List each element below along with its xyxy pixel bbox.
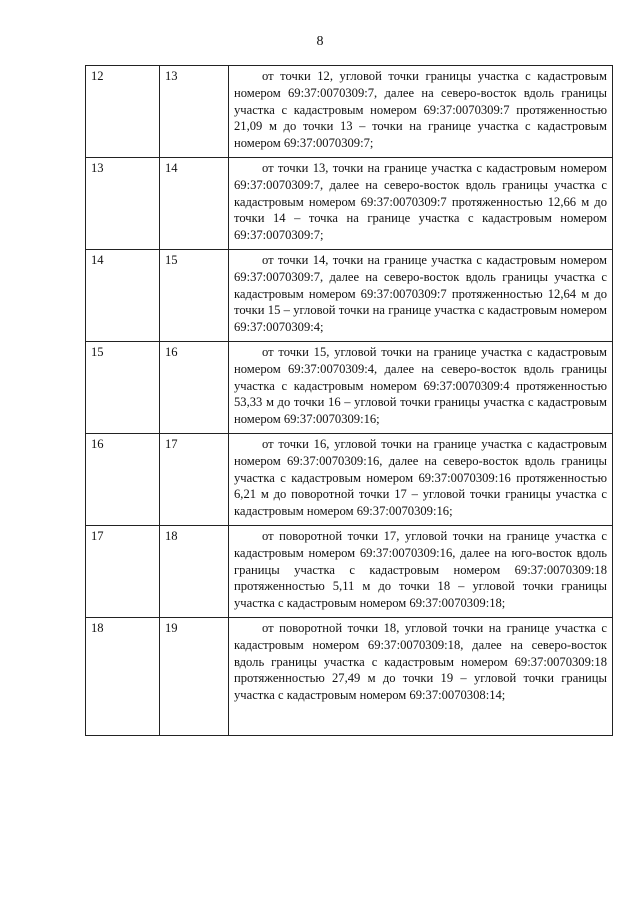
to-point-cell: 19 — [160, 617, 229, 735]
to-point-cell: 13 — [160, 66, 229, 158]
description-cell: от точки 12, угловой точки границы участка с кадастровым номером 69:37:0070309:7, далее на северо-восток вдоль границы участка с кадастровым номером 69:37:0070309:7 протяженностью 21,09 м до точки 13 – точки на границе участка с кадастровым номером 69:37:0070309:7; — [229, 66, 613, 158]
description-cell: от поворотной точки 18, угловой точки на границе участка с кадастровым номером 69:37:0070309:18, далее на северо-восток вдоль границы участка с кадастровым номером 69:37:0070309:18 протяженностью 27,49 м до точки 19 – угловой точки границы участка с кадастровым номером 69:37:0070308:14; — [229, 617, 613, 735]
description-cell: от точки 15, угловой точки на границе участка с кадастровым номером 69:37:0070309:4, далее на северо-восток вдоль границы участка с кадастровым номером 69:37:0070309:4 протяженностью 53,33 м до точки 16 – угловой точки границы участка с кадастровым номером 69:37:0070309:16; — [229, 341, 613, 433]
to-point-cell: 16 — [160, 341, 229, 433]
boundary-description-table — [85, 65, 613, 736]
to-point-cell: 17 — [160, 433, 229, 525]
table-row — [86, 249, 613, 341]
from-point-cell: 16 — [86, 433, 160, 525]
from-point-cell: 12 — [86, 66, 160, 158]
to-point-cell: 14 — [160, 157, 229, 249]
table-row — [86, 433, 613, 525]
from-point-cell: 18 — [86, 617, 160, 735]
to-point-cell: 15 — [160, 249, 229, 341]
description-cell: от поворотной точки 17, угловой точки на границе участка с кадастровым номером 69:37:0070309:16, далее на юго-восток вдоль границы участка с кадастровым номером 69:37:0070309:18 протяженностью 5,11 м до точки 18 – угловой точки границы участка с кадастровым номером 69:37:0070309:18; — [229, 525, 613, 617]
table-row — [86, 66, 613, 158]
table-row — [86, 525, 613, 617]
to-point-cell: 18 — [160, 525, 229, 617]
description-cell: от точки 16, угловой точки на границе участка с кадастровым номером 69:37:0070309:16, далее на северо-восток вдоль границы участка с кадастровым номером 69:37:0070309:16 протяженностью 6,21 м до поворотной точки 17 – угловой точки границы участка с кадастровым номером 69:37:0070309:16; — [229, 433, 613, 525]
table-row — [86, 617, 613, 735]
table-row — [86, 341, 613, 433]
from-point-cell: 15 — [86, 341, 160, 433]
description-cell: от точки 14, точки на границе участка с кадастровым номером 69:37:0070309:7, далее на северо-восток вдоль границы участка с кадастровым номером 69:37:0070309:7 протяженностью 12,64 м до точки 15 – угловой точки на границе участка с кадастровым номером 69:37:0070309:4; — [229, 249, 613, 341]
description-cell: от точки 13, точки на границе участка с кадастровым номером 69:37:0070309:7, далее на северо-восток вдоль границы участка с кадастровым номером 69:37:0070309:7 протяженностью 12,66 м до точки 14 – точка на границе участка с кадастровым номером 69:37:0070309:7; — [229, 157, 613, 249]
from-point-cell: 17 — [86, 525, 160, 617]
table-row — [86, 157, 613, 249]
from-point-cell: 13 — [86, 157, 160, 249]
page-number: 8 — [316, 34, 324, 49]
from-point-cell: 14 — [86, 249, 160, 341]
